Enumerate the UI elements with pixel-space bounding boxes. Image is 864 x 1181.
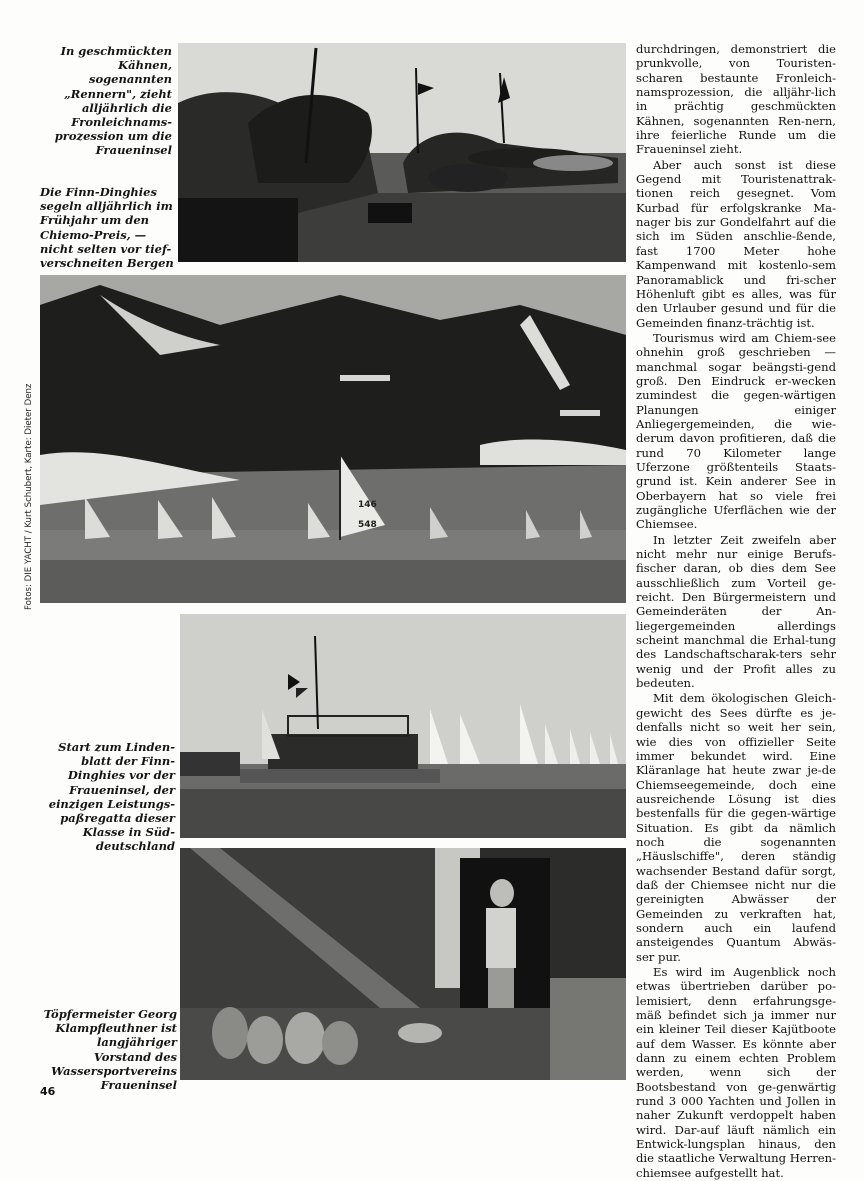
- sail-number-548: 548: [358, 520, 377, 530]
- article-paragraph: Tourismus wird am Chiem-see ohnehin groß geschrieben — manchmal sogar beängsti-gend groß. Den Eindruck er-wecken zumindest die gegen-wärtigen Planungen einiger Anliegergemeinden, die wie-derum davon profitieren, daß die rund 70 Kilometer lange Uferzone größtenteils Staats-grund ist. Kein anderer See in Oberbayern hat so viele frei zugängliche Uferflächen wie der Chiemsee.: [636, 330, 836, 532]
- caption-regatta-start: Start zum Linden-blatt der Finn-Dinghies vor der Fraueninsel, der einzigen Leistungs-paßregatta dieser Klasse in Süd-deutschland: [48, 740, 175, 854]
- caption-procession: In geschmückten Kähnen, sogenannten „Rennern", zieht alljährlich die Fronleichnams-prozession um die Fraueninsel: [54, 44, 172, 158]
- caption-finn-dinghies: Die Finn-Dinghies segeln alljährlich im Frühjahr um den Chiemo-Preis, — nicht selten vor tief-verschneiten Bergen: [40, 185, 174, 271]
- photo-regatta-start: [180, 614, 626, 838]
- photo-procession-boats: [178, 43, 626, 262]
- article-paragraph: durchdringen, demonstriert die prunkvolle, von Touristen-scharen bestaunte Fronleich-namsprozession, die alljähr-lich in prächtig geschmückten Kähnen, sogenannten Ren-nern, ihre feierliche Runde um die Fraueninsel zieht.: [636, 42, 836, 157]
- article-paragraph: Es wird im Augenblick noch etwas übertrieben darüber po-lemisiert, denn erfahrungsge-mäß befindet sich ja immer nur ein kleiner Teil dieser Kajütboote auf dem Wasser. Es könnte aber dann zu einem echten Problem werden, wenn sich der Bootsbestand von ge-genwärtig rund 3 000 Yachten und Jollen in naher Zukunft verdoppelt haben wird. Dar-auf läuft nämlich ein Entwick-lungsplan hinaus, den die staatliche Verwaltung Herren-chiemsee aufgestellt hat.: [636, 965, 836, 1180]
- article-paragraph: Aber auch sonst ist diese Gegend mit Touristenattrak-tionen reich gesegnet. Vom Kurbad für erfolgskranke Ma-nager bis zur Gondelfahrt auf die sich im Süden anschlie-ßende, fast 1700 Meter hohe Kampenwand mit kostenlo-sem Panoramablick und fri-scher Höhenluft gibt es alles, was für den Urlauber gesund und für die Gemeinden finanz-trächtig ist.: [636, 157, 836, 330]
- photo-potter-georg-klampfleuthner: [180, 848, 626, 1080]
- sail-number-146: 146: [358, 500, 377, 510]
- photo-finn-dinghies-mountains: [40, 275, 626, 603]
- photo-credit: Fotos: DIE YACHT / Kurt Schubert, Karte: Dieter Denz: [24, 383, 34, 610]
- article-paragraph: In letzter Zeit zweifeln aber nicht mehr nur einige Berufs-fischer daran, ob dies dem See ausschließlich zum Vorteil ge-reicht. Den Bürgermeistern und Gemeinderäten der An-liegergemeinden allerdings scheint manchmal die Erhal-tung des Landschaftscharak-ters sehr wenig und der Profit alles zu bedeuten.: [636, 532, 836, 691]
- page-number: 46: [40, 1085, 56, 1098]
- caption-potter: Töpfermeister Georg Klampfleuthner ist langjähriger Vorstand des Wassersportvereins Fraueninsel: [43, 1007, 177, 1093]
- article-body-column: [636, 42, 836, 1181]
- article-paragraph: Mit dem ökologischen Gleich-gewicht des Sees dürfte es je-denfalls nicht so weit her sein, wie dies von offizieller Seite immer bekundet wird. Eine Kläranlage hat heute zwar je-de Chiemseegemeinde, doch eine ausreichende Lösung ist dies bestenfalls für die gegen-wärtige Situation. Es gibt da nämlich noch die sogenannten „Häuslschiffe", deren ständig wachsender Bestand dafür sorgt, daß der Chiemsee nicht nur die gereinigten Abwässer der Gemeinden zu verkraften hat, sondern auch ein laufend ansteigendes Quantum Abwäs-ser pur.: [636, 691, 836, 964]
